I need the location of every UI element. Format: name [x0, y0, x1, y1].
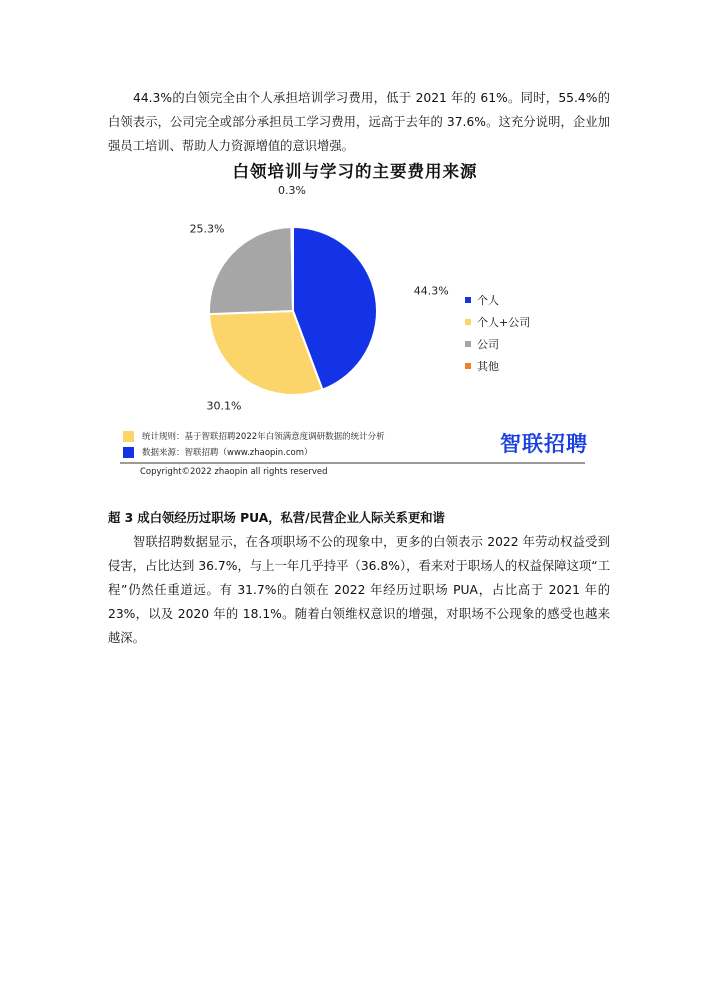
pie-value-label: 25.3%	[189, 222, 225, 236]
legend-label: 个人+公司	[477, 316, 531, 329]
note-text: 数据来源：智联招聘（www.zhaopin.com）	[142, 448, 313, 458]
legend-label: 其他	[477, 360, 499, 373]
section-heading: 超 3 成白领经历过职场 PUA，私营/民营企业人际关系更和谐	[108, 511, 445, 525]
pie-value-label: 30.1%	[206, 399, 242, 413]
copyright-text: Copyright©2022 zhaopin all rights reserved	[140, 467, 328, 477]
intro-paragraph: 44.3%的白领完全由个人承担培训学习费用，低于 2021 年的 61%。同时，55.4%的白领表示，公司完全或部分承担员工学习费用，远高于去年的 37.6%。这充分说明，企业加强员工培训、帮助人力资源增值的意识增强。	[108, 91, 610, 153]
note-swatch	[123, 431, 134, 442]
pie-chart	[108, 184, 468, 420]
legend-item-company	[465, 333, 530, 355]
pie-value-label: 0.3%	[277, 184, 306, 198]
legend-item-other	[465, 355, 530, 377]
body-paragraph: 智联招聘数据显示，在各项职场不公的现象中，更多的白领表示 2022 年劳动权益受到侵害，占比达到 36.7%，与上一年几乎持平（36.8%），看来对于职场人的权益保障这项“工程”仍然任重道远。有 31.7%的白领在 2022 年经历过职场 PUA，占比高于 2021 年的 23%，以及 2020 年的 18.1%。随着白领维权意识的增强，对职场不公现象的感受也越来越深。	[108, 535, 610, 645]
footer-divider	[120, 462, 585, 464]
chart-legend	[465, 289, 530, 377]
note-stat-rule	[123, 428, 385, 444]
legend-item-personal	[465, 289, 530, 311]
chart-title: 白领培训与学习的主要费用来源	[232, 162, 478, 181]
chart-footer-notes	[123, 428, 385, 460]
legend-item-personal-company	[465, 311, 530, 333]
legend-swatch	[465, 363, 471, 369]
legend-swatch	[465, 319, 471, 325]
legend-label: 个人	[477, 294, 499, 307]
legend-label: 公司	[477, 338, 499, 351]
note-text: 统计规则：基于智联招聘2022年白领满意度调研数据的统计分析	[142, 432, 385, 442]
note-swatch	[123, 447, 134, 458]
legend-swatch	[465, 297, 471, 303]
zhaopin-logo: 智联招聘	[500, 432, 588, 456]
pie-value-label: 44.3%	[413, 284, 449, 298]
note-data-source	[123, 444, 385, 460]
pie-slice-2	[209, 227, 293, 314]
legend-swatch	[465, 341, 471, 347]
